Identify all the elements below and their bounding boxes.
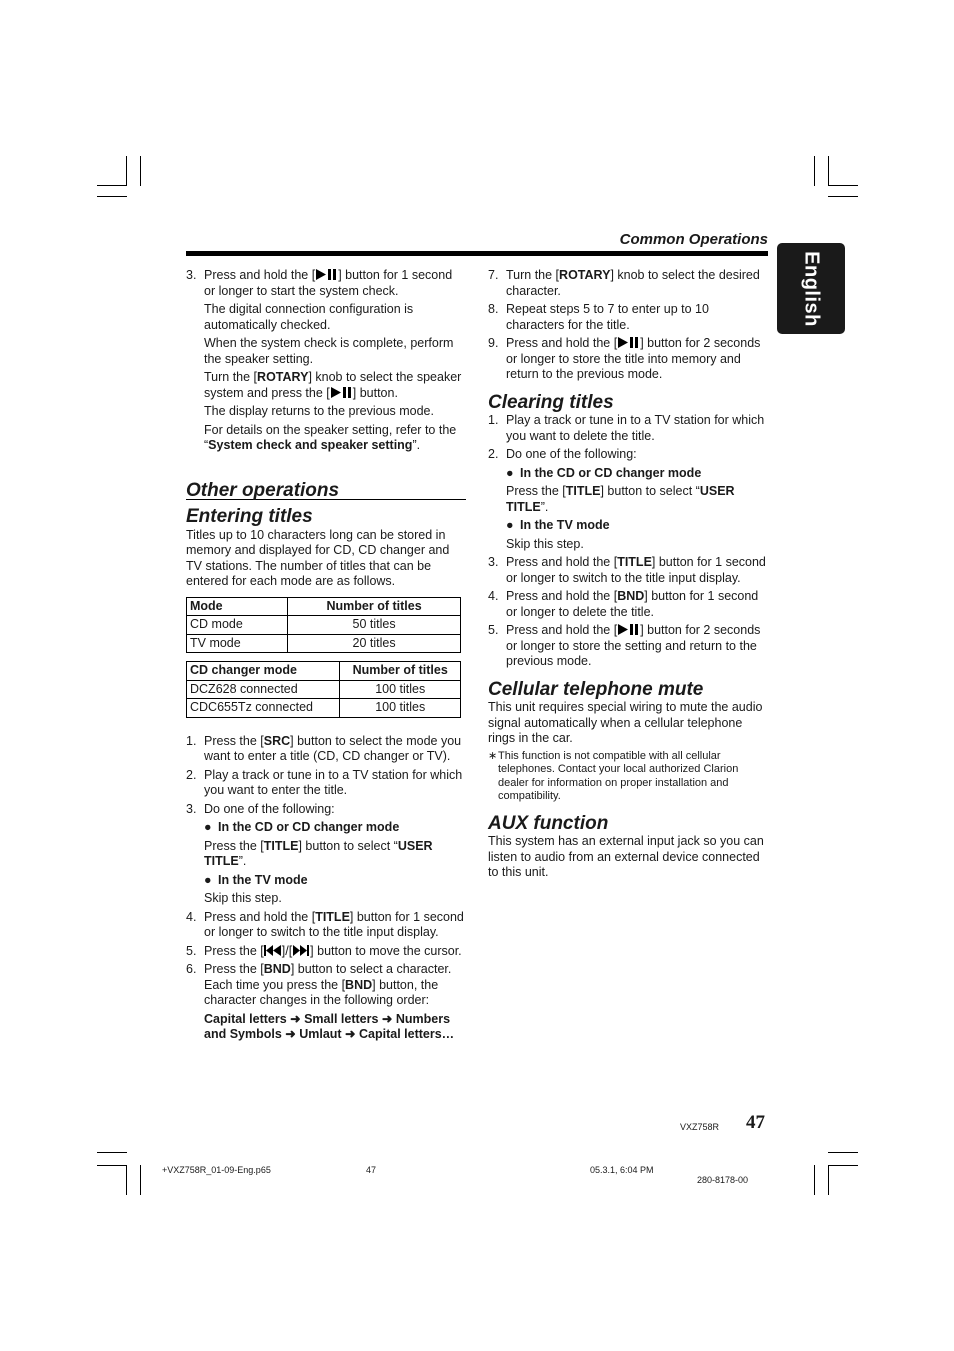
footnote-mark: ∗ [488,749,498,762]
table-cell: TV mode [187,634,288,653]
right-column [488,268,770,884]
paragraph: When the system check is complete, perform the speaker setting. [204,336,454,366]
paragraph: Press the [TITLE] button to select “USER TITLE”. [506,484,735,514]
crop-mark [828,1165,858,1166]
list-item: 8. Repeat steps 5 to 7 to enter up to 10 characters for the title. [488,302,709,332]
play-pause-icon [617,624,640,635]
list-item: 4. Press and hold the [TITLE] button for 1 second or longer to switch to the title input display. [186,909,464,939]
paragraph: The digital connection configuration is automatically checked. [204,302,414,332]
titles-table-modes [186,597,461,654]
crop-mark [828,1152,858,1153]
titles-table-changer [186,661,461,718]
bullet-item: ● In the TV mode [204,872,308,887]
bullet-icon: ● [204,872,212,887]
crop-mark [97,1165,127,1166]
file-page: 47 [366,1165,377,1175]
paragraph: For details on the speaker setting, refer to the “System check and speaker setting”. [204,422,457,452]
list-item: 6. Press the [BND] button to select a character. Each time you press the [BND] button, the character changes in the following order: [186,962,452,1007]
list-item: 4. Press and hold the [BND] button for 1 second or longer to delete the title. [488,589,759,619]
table-row [187,616,461,635]
list-item: 1. Press the [SRC] button to select the mode you want to enter a title (CD, CD changer or TV). [186,733,462,763]
skip-forward-icon [292,945,310,956]
bullet-icon: ● [204,820,212,834]
language-tab-label: English [800,250,823,327]
heading-cellular-mute: Cellular telephone mute [488,678,704,700]
paragraph: Turn the [ROTARY] knob to select the speaker system and press the [ ] button. [204,370,462,400]
heading-aux-function: AUX function [488,812,609,834]
print-date: 05.3.1, 6:04 PM [590,1165,654,1175]
table-header: CD changer mode [187,662,340,681]
list-item: 7. Turn the [ROTARY] knob to select the desired character. [488,268,760,298]
bullet-icon: ● [506,465,514,480]
model-label: VXZ758R [680,1122,720,1132]
crop-mark [97,196,127,197]
list-item: 5. Press the [ ]/[ ] button to move the cursor. [186,943,462,958]
header-rule [186,251,768,256]
crop-mark [97,185,127,186]
crop-mark [828,196,858,197]
crop-mark [97,1152,127,1153]
file-name: +VXZ758R_01-09-Eng.p65 [162,1165,271,1175]
paragraph: This system has an external input jack so you can listen to audio from an external device connected to this unit. [488,834,764,879]
crop-mark [828,1165,829,1195]
heading-entering-titles: Entering titles [186,506,313,527]
bullet-item: ● In the CD or CD changer mode [204,820,400,834]
table-header-row [187,597,461,616]
step-3-intro: 3. Press and hold the [ ] button for 1 second or longer to start the system check. [186,268,453,298]
paragraph: Skip this step. [506,536,584,551]
table-cell: CD mode [187,616,288,635]
crop-mark [126,156,127,186]
section-header: Common Operations [619,231,768,248]
paragraph: Titles up to 10 characters long can be stored in memory and displayed for CD, CD changer and TV stations. The number of titles that can be entered for each mode are as follows. [186,527,450,588]
play-pause-icon [330,387,353,398]
table-cell: 50 titles [288,616,461,635]
bullet-item: ● In the CD or CD changer mode [506,465,702,480]
heading-other-operations: Other operations [186,483,466,501]
crop-mark [814,156,815,186]
list-item: 5. Press and hold the [ ] button for 2 seconds or longer to store the setting and return to the previous mode. [488,623,761,668]
list-item: 2. Play a track or tune in to a TV station for which you want to enter the title. [186,767,463,797]
heading-clearing-titles: Clearing titles [488,391,614,413]
list-item: 3. Press and hold the [TITLE] button for 1 second or longer to switch to the title input display. [488,555,766,585]
crop-mark [814,1165,815,1195]
table-row [187,634,461,653]
table-row [187,699,461,718]
skip-back-icon [264,945,282,956]
paragraph: This unit requires special wiring to mute the audio signal automatically when a cellular telephone rings in the car. [488,700,763,745]
paragraph: Skip this step. [204,891,282,905]
left-column [186,268,466,1046]
list-item: 3. Do one of the following: [186,801,335,816]
table-header: Mode [187,597,288,616]
crop-mark [140,1165,141,1195]
table-header: Number of titles [340,662,461,681]
bullet-icon: ● [506,518,514,532]
page-number: 47 [746,1112,765,1133]
crop-mark [126,1165,127,1195]
table-cell: 20 titles [288,634,461,653]
footnote: ∗ This function is not compatible with all cellular telephones. Contact your local authorized Clarion dealer for information on proper installation and compatibility. [488,749,739,802]
table-cell: 100 titles [340,680,461,699]
table-header-row [187,662,461,681]
table-cell: DCZ628 connected [187,680,340,699]
language-tab [777,243,845,334]
list-item: 2. Do one of the following: [488,447,637,461]
table-row [187,680,461,699]
character-order: Capital letters ➜ Small letters ➜ Numbers and Symbols ➜ Umlaut ➜ Capital letters… [204,1011,455,1041]
bullet-item: ● In the TV mode [506,518,610,532]
crop-mark [828,185,858,186]
list-item: 9. Press and hold the [ ] button for 2 seconds or longer to store the title into memory and return to the previous mode. [488,336,761,381]
list-item: 1. Play a track or tune in to a TV station for which you want to delete the title. [488,413,765,443]
crop-mark [140,156,141,186]
crop-mark [828,156,829,186]
part-code: 280-8178-00 [697,1175,749,1185]
play-pause-icon [315,269,338,280]
table-header: Number of titles [288,597,461,616]
paragraph: Press the [TITLE] button to select “USER TITLE”. [204,838,433,868]
table-cell: CDC655Tz connected [187,699,340,718]
play-pause-icon [617,337,640,348]
paragraph: The display returns to the previous mode. [204,404,434,418]
table-cell: 100 titles [340,699,461,718]
